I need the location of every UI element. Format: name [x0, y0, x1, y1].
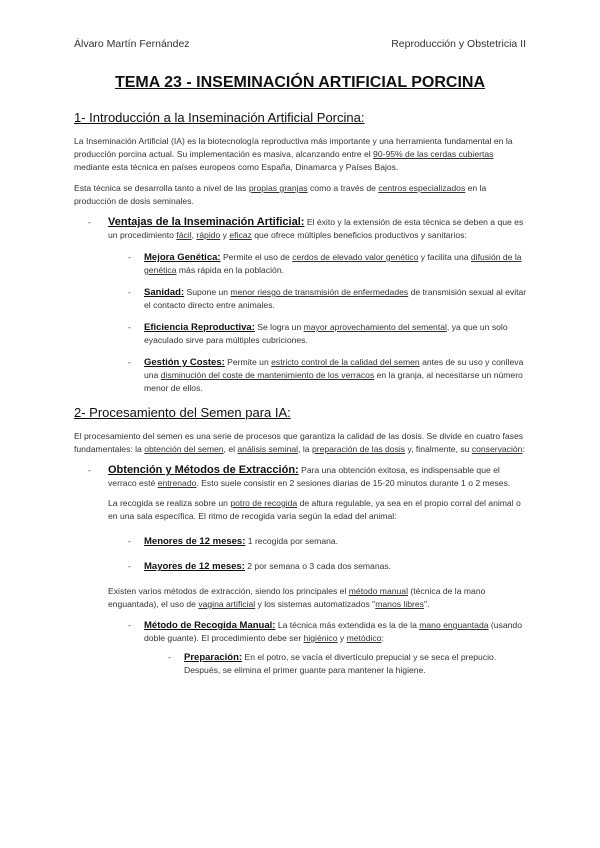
section-1-paragraph-1: La Inseminación Artificial (IA) es la biotecnología reproductiva más importante y una herramienta fundamental en la producción porcina actual. Su implementación es masiva, alcanzando entre el 90-95% de las cerdas cubiertas mediante esta técnica en países europeos como España, Dinamarca y Países Bajos. [74, 136, 513, 172]
header-course: Reproducción y Obstetricia II [391, 38, 526, 50]
preparacion-item: - Preparación: En el potro, se vacía el divertículo prepucial y se seca el prepucio. Después, se elimina el primer guante para mantener la higiene. [168, 652, 497, 675]
age-item-mayores: - Mayores de 12 meses: 2 por semana o 3 cada dos semanas. [128, 561, 392, 572]
section-1-heading: 1- Introducción a la Inseminación Artificial Porcina: [74, 110, 365, 125]
bullet-dash: - [128, 357, 131, 367]
age-item-menores: - Menores de 12 meses: 1 recogida por semana. [128, 536, 339, 547]
bullet-dash: - [128, 620, 131, 630]
bullet-dash: - [128, 536, 131, 546]
ventaja-item-sanidad: - Sanidad: Supone un menor riesgo de transmisión de enfermedades de transmisión sexual al evitar el contacto directo entre animales. [128, 287, 527, 310]
section-1-paragraph-2: Esta técnica se desarrolla tanto a nivel de las propias granjas como a través de centros especializados en la producción de dosis seminales. [74, 183, 487, 206]
metodo-manual-item: - Método de Recogida Manual: La técnica más extendida es la de la mano enguantada (usando doble guante). El procedimiento debe ser higiénico y metódico: [128, 620, 522, 643]
document-body [74, 110, 529, 686]
ventajas-item: - Ventajas de la Inseminación Artificial: El éxito y la extensión de esta técnica se deben a que es un procedimiento fácil, rápido y eficaz que ofrece múltiples beneficios productivos y sanitarios: [88, 216, 524, 240]
ventajas-label: Ventajas de la Inseminación Artificial: [108, 216, 305, 228]
ventaja-item-eficiencia: - Eficiencia Reproductiva: Se logra un mayor aprovechamiento del semental, ya que un solo eyaculado sirve para múltiples cubriciones. [128, 322, 508, 345]
header-author: Álvaro Martín Fernández [74, 38, 190, 50]
recogida-paragraph: La recogida se realiza sobre un potro de recogida de altura regulable, ya sea en el propio corral del animal o en una sala específica. El ritmo de recogida varía según la edad del animal: [108, 498, 521, 521]
bullet-dash: - [168, 652, 171, 662]
obtencion-item: - Obtención y Métodos de Extracción: Para una obtención exitosa, es indispensable que el verraco esté entrenado. Esto suele consistir en 2 sesiones diarias de 15-20 minutos durante 1 o 2 meses. [88, 464, 511, 488]
bullet-dash: - [128, 322, 131, 332]
section-2-heading: 2- Procesamiento del Semen para IA: [74, 405, 291, 420]
ventaja-item-genetica: - Mejora Genética: Permite el uso de cerdos de elevado valor genético y facilita una difusión de la genética más rápida en la población. [128, 252, 522, 275]
document-title: TEMA 23 - INSEMINACIÓN ARTIFICIAL PORCINA [114, 74, 486, 91]
bullet-dash: - [128, 287, 131, 297]
bullet-dash: - [88, 465, 91, 475]
metodos-paragraph: Existen varios métodos de extracción, siendo los principales el método manual (técnica de la mano enguantada), el uso de vagina artificial y los sistemas automatizados "manos libres". [108, 586, 486, 609]
bullet-dash: - [88, 217, 91, 227]
section-2-paragraph-1: El procesamiento del semen es una serie de procesos que garantiza la calidad de las dosis. Se divide en cuatro fases fundamentales: la obtención del semen, el análisis seminal, la preparación de las dosis y, finalmente, su conservación: [74, 431, 525, 454]
ventaja-item-gestion: - Gestión y Costes: Permite un estricto control de la calidad del semen antes de su uso y conlleva una disminución del coste de mantenimiento de los verracos en la granja, al necesitarse un número menor de ellos. [128, 357, 524, 393]
page-header [74, 38, 526, 50]
bullet-dash: - [128, 561, 131, 571]
bullet-dash: - [128, 252, 131, 262]
